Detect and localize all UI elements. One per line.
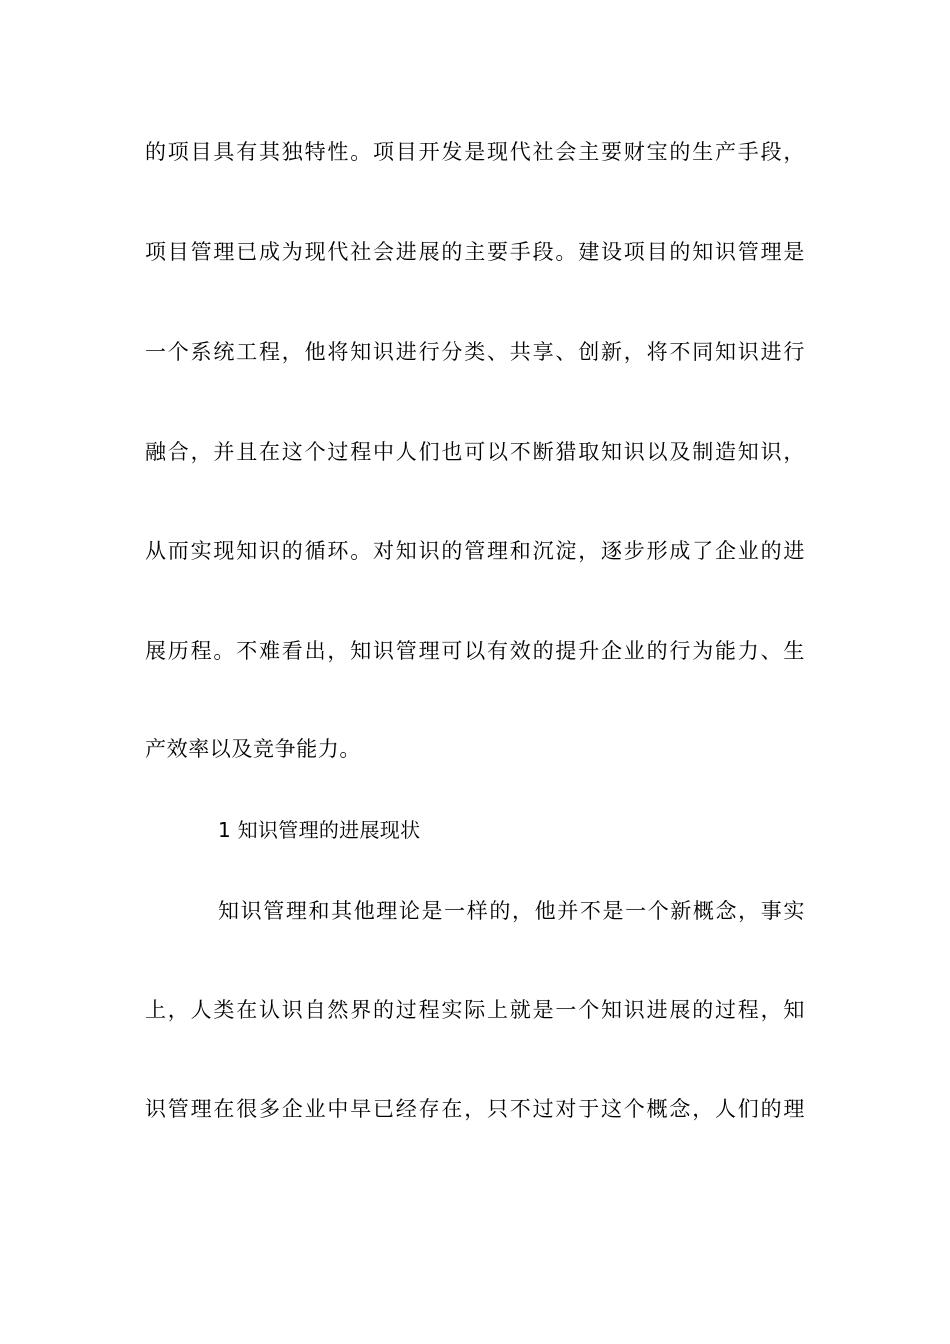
paragraph-1-line-7: 产效率以及竞争能力。 — [145, 737, 361, 761]
paragraph-1-line-3: 一个系统工程，他将知识进行分类、共享、创新，将不同知识进行 — [145, 340, 805, 364]
paragraph-2-line-2: 上，人类在认识自然界的过程实际上就是一个知识进展的过程，知 — [145, 998, 805, 1022]
paragraph-1-line-5: 从而实现知识的循环。对知识的管理和沉淀，逐步形成了企业的进 — [145, 539, 805, 563]
paragraph-1-line-4: 融合，并且在这个过程中人们也可以不断猎取知识以及制造知识， — [145, 440, 805, 464]
paragraph-1-line-1: 的项目具有其独特性。项目开发是现代社会主要财宝的生产手段， — [145, 140, 805, 164]
paragraph-2-line-3: 识管理在很多企业中早已经存在，只不过对于这个概念，人们的理 — [145, 1097, 805, 1121]
paragraph-2-line-1: 知识管理和其他理论是一样的，他并不是一个新概念，事实 — [218, 899, 805, 923]
section-heading: 1 知识管理的进展现状 — [218, 818, 421, 842]
paragraph-1-line-6: 展历程。不难看出，知识管理可以有效的提升企业的行为能力、生 — [145, 639, 805, 663]
paragraph-1-line-2: 项目管理已成为现代社会进展的主要手段。建设项目的知识管理是 — [145, 240, 805, 264]
